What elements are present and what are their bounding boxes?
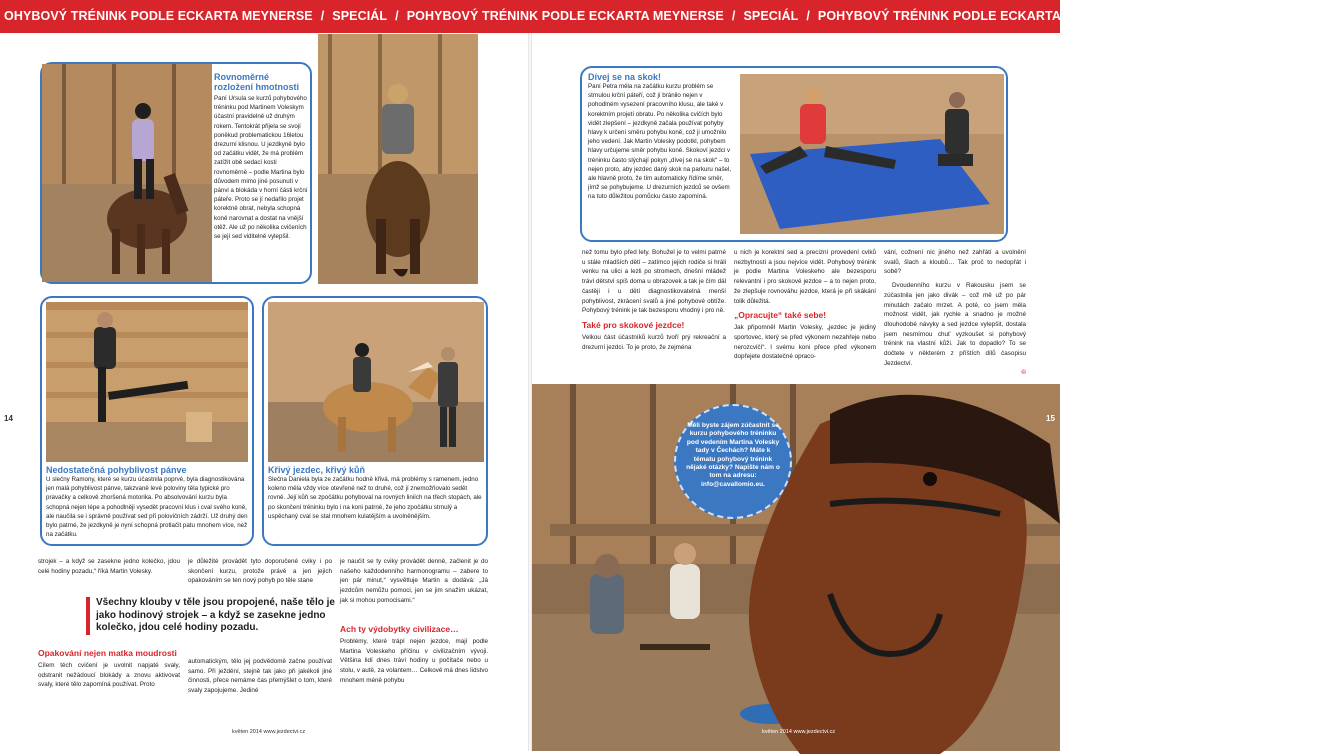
photo-rider-stretch-exercise: [46, 302, 248, 462]
photo-rider-rear-view-2: [318, 34, 478, 284]
right-col1-text: než tomu bylo před lety. Bohužel je to velmi patrné u stále mladších dětí – zatímco jejich rodiče si hráli venku na ulici a lezli po stromech, dnešní mládež tráví dětství spíš doma u obrazovek a tak je čím dál častěji i u dětí diagnostikovatelná menší pohyblivost, zkrácení svalů a jiné pohybové obtíže. Pohybový trénink je tak bezesporu vhodný i pro ně.: [582, 249, 726, 315]
section-banner: [0, 0, 1322, 33]
footer-right: květen 2014 www.jezdectvi.cz: [762, 729, 836, 735]
left-col2-body: automatickým, tělo jej podvědomě začne používat samo. Při ježdění, stejně tak jako při jakékoli jiné činnosti, přece nemáme čas přemýšlet o tom, které svaly zapojujeme. Jediné: [188, 658, 332, 695]
banner-seg: /: [806, 9, 810, 23]
box4-title: Dívej se na skok!: [588, 72, 662, 82]
footer-left: květen 2014 www.jezdectvi.cz: [232, 729, 306, 735]
left-col3-bottom: [340, 622, 488, 686]
banner-seg: SPECIÁL: [743, 9, 799, 23]
banner-seg: /: [731, 9, 736, 23]
subhead-skokove: Také pro skokové jezdce!: [582, 319, 685, 330]
photo-horse-portrait-arena: [530, 384, 1060, 751]
case-study-box-daniela: [262, 296, 488, 546]
box1-caption: [214, 72, 310, 241]
box4-text: Paní Petra měla na začátku kurzu problém se strnulou krční páteří, což jí bránilo nejen v pohodlném vysezení pracovního klusu, ale také v korektním projetí obratu. Po několika cvičích bylo vidět zlepšení – jezdkyně začala používat pohyby hlavy k určení směru pohybu koně, což ji umožnilo jeho vedení. Jak Martin Volesky podotkl, pohybem hlavy určujeme směr pohybu koně. Skokoví jezdci v tréninku často slýchají pokyn „dívej se na skok“ – to nejen proto, aby jezdec daný skok na parkuru našel, ale hlavně proto, že tím automaticky řídíme směr, jímž se pohybujeme. U drezurních jezdců se ovšem na tuto důležitou pomůcku často zapomíná.: [588, 83, 732, 201]
right-col1-tail: Velkou část účastníků kurzů tvoří prý rekreační a drezurní jezdci. To je proto, že zejména: [582, 333, 726, 351]
arena-photo: [318, 34, 478, 284]
case-study-box-petra: [580, 66, 1008, 242]
right-col1: [582, 248, 726, 352]
left-col1-bottom: [38, 646, 180, 690]
photo-stretch-on-mat: [740, 74, 1004, 234]
box2-title: Nedostatečná pohyblivost pánve: [46, 465, 187, 475]
right-col3-text: vání, cožnení nic jiného než zahřátí a uvolnění svalů, šlach a kloubů… Tak proč to nedopřát i sobě?: [884, 249, 1026, 276]
right-col3: [884, 248, 1026, 378]
box1-title: Rovnoměrné rozložení hmotnosti: [214, 72, 299, 92]
banner-seg: /: [320, 9, 325, 23]
right-col2-text: u nich je korektní sed a precizní provedení cviků nezbytností a jsou nejvíce vidět. Pohybový trénink je podle Martina Voleskeho ale bezesporu relevantní i pro skokové jezdce – a to nejen proto, že zlepšuje rovnováhu jezdce, která je při skákání tolik důležitá.: [734, 249, 876, 305]
contact-bubble: Měli byste zájem zúčastnit se kurzu pohybového tréninku pod vedením Martina Volesky tady v Čechách? Máte k tématu pohybový trénink nějaké otázky? Napište nám o tom na adresu: info@cavallomio.eu.: [674, 404, 792, 519]
subhead-civilizace: Ach ty výdobytky civilizace…: [340, 624, 459, 634]
banner-seg: POHYBOVÝ TRÉNINK PODLE ECKARTA MEYNERSE: [406, 9, 724, 23]
banner-seg: OHYBOVÝ TRÉNINK PODLE ECKARTA MEYNERSE: [4, 9, 313, 23]
subhead-opakovani: Opakování nejen matka moudrosti: [38, 648, 177, 658]
horse-head-photo: [530, 384, 1060, 751]
box3-text: Slečna Daniela byla ze začátku hodně křivá, má problémy s ramenem, jedno koleno měla vždy více otevřené než to druhé, což jí znemožňovalo sedět rovně. Její kůň se zpočátku pohyboval na rovných liniích na třech stopách, ale po skončení tréninku bylo i na koni patrné, že jeho zpočátku strnulý a uspěchaný cval se stal mnohem kulatějším a uvolněnějším.: [268, 476, 482, 520]
left-col3-top: je naučit se ty cviky provádět denně, začlenit je do našeho každodenního harmonogramu – zabere to jen pár minut,“ vysvětluje Martin a dodává: „Já jezdcům nemůžu pomoci, jen se jim snažím ukázat, jak si mohou pomocisami.“: [340, 558, 488, 604]
haflinger-photo: [268, 302, 484, 462]
page-number-left: 14: [4, 414, 13, 423]
box3-title: Křivý jezdec, křivý kůň: [268, 465, 366, 475]
photo-rider-back-view: [42, 64, 212, 282]
page-number-right: 15: [1046, 414, 1055, 423]
photo-rider-on-haflinger: [268, 302, 484, 462]
banner-seg: /: [395, 9, 399, 23]
banner-seg: /: [1143, 9, 1147, 23]
page-gutter: [528, 33, 532, 751]
banner-seg: SPECIÁL: [1154, 9, 1210, 23]
stretch-photo: [46, 302, 248, 462]
banner-seg: POHYBOVÝ TR: [1229, 9, 1322, 23]
banner-seg: /: [1217, 9, 1222, 23]
box1-text: Paní Ursula se kurzů pohybového tréninku pod Martinem Voleskym účastní pravidelně už druhým rokem. Tentokrát přijela se svojí poněkud problematickou 16letou drezurní klisnou. U jezdkyně bylo od začátku vidět, že má problém zatížit obě sedací kosti rovnoměrně – podle Martina bylo důvodem mimo jiné posunutí v pánvi a blokáda v horní části krční páteře. Proto se jí nedařilo projet korektně obrat, nebyla schopná koně narovnat a dostat na vnější otěž. Ale už po několika cvičeních se její sed viditelně vylepšil.: [214, 95, 308, 241]
banner-seg: SPECIÁL: [332, 9, 388, 23]
subhead-opracujte: „Opracujte“ také sebe!: [734, 310, 827, 321]
right-col3-text-b: Dvoudenního kurzu v Rakousku jsem se zúčastnila jen jako divák – což mě už po pár minutách začalo mrzet. A poté, co jsem měla možnost vidět, jak rychle a snadno je možné dlouhodobé návyky a sed jezdce vylepšit, dostala jsem nesmírnou chuť vyzkoušet si pohybový trénink na vlastní kůži. Jak to dopadlo? To se dočtete v některém z příštích dílů časopisu Jezdectví.: [884, 282, 1026, 367]
pull-quote: Všechny klouby v těle jsou propojené, naše tělo je jako hodinový strojek – a když se zasekne jedno kolečko, jdou celé hodiny pozadu.: [86, 597, 348, 635]
left-col1-body: Cílem těch cvičení je uvolnit napjaté svaly, odstranit nežádoucí blokády a znovu aktivovat svaly, které tělo zapomíná používat. Proto: [38, 662, 180, 689]
case-study-box-ramona: [40, 296, 254, 546]
right-col2: [734, 248, 876, 362]
left-col2-top: je důležité provádět tyto doporučené cviky i po skončení kurzu, protože právě a jen jejich opakováním se ten nový pohyb po těle stane: [188, 558, 332, 585]
end-mark: ©: [1021, 369, 1026, 377]
left-col1-top: strojek – a když se zasekne jedno kolečko, jdou celé hodiny pozadu,“ říká Martin Volesky.: [38, 558, 180, 575]
banner-seg: POHYBOVÝ TRÉNINK PODLE ECKARTA MEYNERSE: [817, 9, 1136, 23]
right-col2-tail: Jak připomněl Martin Volesky, „jezdec je jediný sportovec, který se před výkonem nezahřeje nebo nerozcvičí“. I svému koni přece před výkonem dopřejete dostatečné opraco-: [734, 324, 876, 361]
box2-text: U slečny Ramony, které se kurzu účastnila poprvé, byla diagnostikována jen malá pohyblivost pánve, takzvaně levé poloviny těla typické pro pravačky a celkově zhoršená motorika. Po absolvování kurzu byla schopná nejen lépe a pohodlněji vysedět pracovní klus i cval svého koně, ale naučila se i správně používat sed při polovičních zádrží. Už druhý den bylo patrné, že jezdkyně je nyní schopná protlačit patu mnohem více, než na začátku.: [46, 476, 248, 539]
mat-exercise-photo: [740, 74, 1004, 234]
riding-arena-photo: [42, 64, 212, 282]
left-col3-body: Problémy, které trápí nejen jezdce, mají podle Martina Voleskeho příčinu v civilizačním vývoji. Většina lidí dnes tráví hodiny u počítače nebo u stolu, v autě, za volantem… Celkově má dnes lidstvo mnohem méně pohybu: [340, 638, 488, 684]
